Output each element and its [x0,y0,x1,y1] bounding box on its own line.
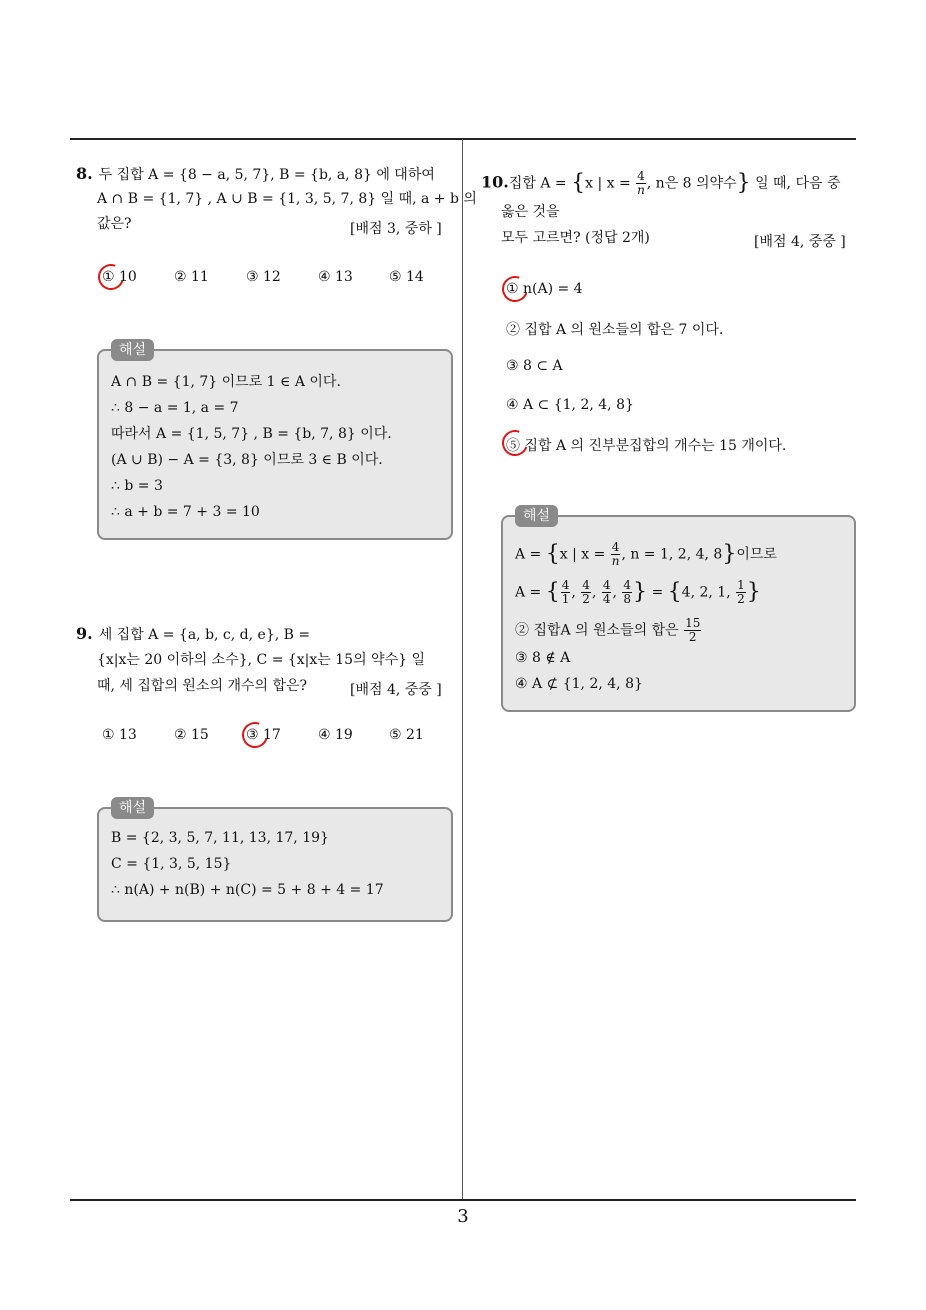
q9-text1: 세 집합 A = {a, b, c, d, e}, B = [98,627,311,643]
q8-sol-line: 따라서 A = {1, 5, 7} , B = {b, 7, 8} 이다. [111,426,392,442]
q10-option-3[interactable]: ③ 8 ⊂ A [506,358,563,374]
q10-set-a: x | x = [585,175,631,192]
q8-choice-2[interactable]: ② 11 [174,269,209,285]
column-divider [462,139,463,1200]
q9-choice-2[interactable]: ② 15 [174,727,209,743]
red-circle-mark [498,272,533,307]
q10-text-post: 일 때, 다음 중 [755,175,841,192]
q10-line1: 10.집합 A = {x | x = $\frac{4}{n}$ , n은 8 의약수} 일 때, 다음 중 [481,169,841,197]
q8-number: 8. [76,164,93,183]
q10-option-5[interactable]: ⑤ 집합 A 의 진부분집합의 개수는 15 개이다. [506,435,786,455]
q10-option-4[interactable]: ④ A ⊂ {1, 2, 4, 8} [506,397,634,413]
q10-sol-line-1: A = {x | x = $\frac{4}{n}$ , n = 1, 2, 4, 8}이므로 [515,540,777,568]
q8-sol-line: (A ∪ B) − A = {3, 8} 이므로 3 ∈ B 이다. [111,452,383,468]
q9-line2: {x|x는 20 이하의 소수}, C = {x|x는 15의 약수} 일 [97,652,425,668]
q9-choice-5[interactable]: ⑤ 21 [389,727,424,743]
q9-sol-line: C = {1, 3, 5, 15} [111,856,232,872]
q10-sol-line-2: A = { $\frac{4}{1}$ , $\frac{4}{2}$ , $\frac{4}{4}$ , $\frac{4}{8}$ } = {4, 2, 1, $\frac{1}{2}$ } [515,578,761,606]
page-number: 3 [457,1206,469,1227]
q10-sol-line-4: ③ 8 ∉ A [515,650,571,666]
q8-solution-box [97,342,453,540]
q9-number: 9. [76,624,93,643]
q8-meta: [배점 3, 중하 ] [350,221,442,237]
q9-line1 [76,622,310,647]
q8-solution-tag: 해설 [111,339,154,361]
q9-meta: [배점 4, 중중 ] [350,682,442,698]
q8-line1 [76,162,435,187]
q8-sol-line: ∴ b = 3 [111,478,163,494]
q8-choice-3[interactable]: ③ 12 [246,269,281,285]
q8-choice-1[interactable]: ① 10 [102,269,137,285]
red-circle-mark [238,718,273,753]
red-circle-mark [94,260,129,295]
q10-sol-line-3: ② 집합A 의 원소들의 합은 $\frac{15}{2}$ [515,616,701,644]
q8-choice-4[interactable]: ④ 13 [318,269,353,285]
bottom-rule [70,1199,856,1201]
q10-fraction: $\frac{4}{n}$ [637,169,645,197]
q8-sol-line: A ∩ B = {1, 7} 이므로 1 ∈ A 이다. [111,374,341,390]
q8-sol-line: ∴ a + b = 7 + 3 = 10 [111,504,260,520]
red-circle-mark [498,426,533,461]
q10-option-1[interactable]: ① n(A) = 4 [506,281,583,297]
q8-sol-line: ∴ 8 − a = 1, a = 7 [111,400,239,416]
q9-choice-3[interactable]: ③ 17 [246,727,281,743]
q10-number: 10. [481,172,509,192]
q9-choice-1[interactable]: ① 13 [102,727,137,743]
q9-choice-4[interactable]: ④ 19 [318,727,353,743]
q9-solution-tag: 해설 [111,797,154,819]
q8-line2: A ∩ B = {1, 7} , A ∪ B = {1, 3, 5, 7, 8} 일 때, a + b 의 [97,191,477,207]
q10-line2: 옳은 것을 [501,204,560,220]
q9-sol-line: ∴ n(A) + n(B) + n(C) = 5 + 8 + 4 = 17 [111,882,384,898]
q10-line3: 모두 고르면? (정답 2개) [501,230,650,246]
q10-meta: [배점 4, 중중 ] [754,234,846,250]
q9-solution-box [97,800,453,922]
q10-solution-box [501,508,856,712]
q10-set-b: , n은 8 의약수 [646,175,737,192]
q10-text-pre: 집합 A = [508,175,567,192]
q10-solution-tag: 해설 [515,505,558,527]
q10-sol-line-5: ④ A ⊄ {1, 2, 4, 8} [515,676,643,692]
q9-line3: 때, 세 집합의 원소의 개수의 합은? [97,678,308,694]
q8-line3: 값은? [97,216,132,232]
top-rule [70,138,856,140]
q8-choice-5[interactable]: ⑤ 14 [389,269,424,285]
q9-sol-line: B = {2, 3, 5, 7, 11, 13, 17, 19} [111,830,329,846]
q8-text1: 두 집합 A = {8 − a, 5, 7}, B = {b, a, 8} 에 대하여 [98,167,435,183]
q10-option-2[interactable]: ② 집합 A 의 원소들의 합은 7 이다. [506,322,724,338]
